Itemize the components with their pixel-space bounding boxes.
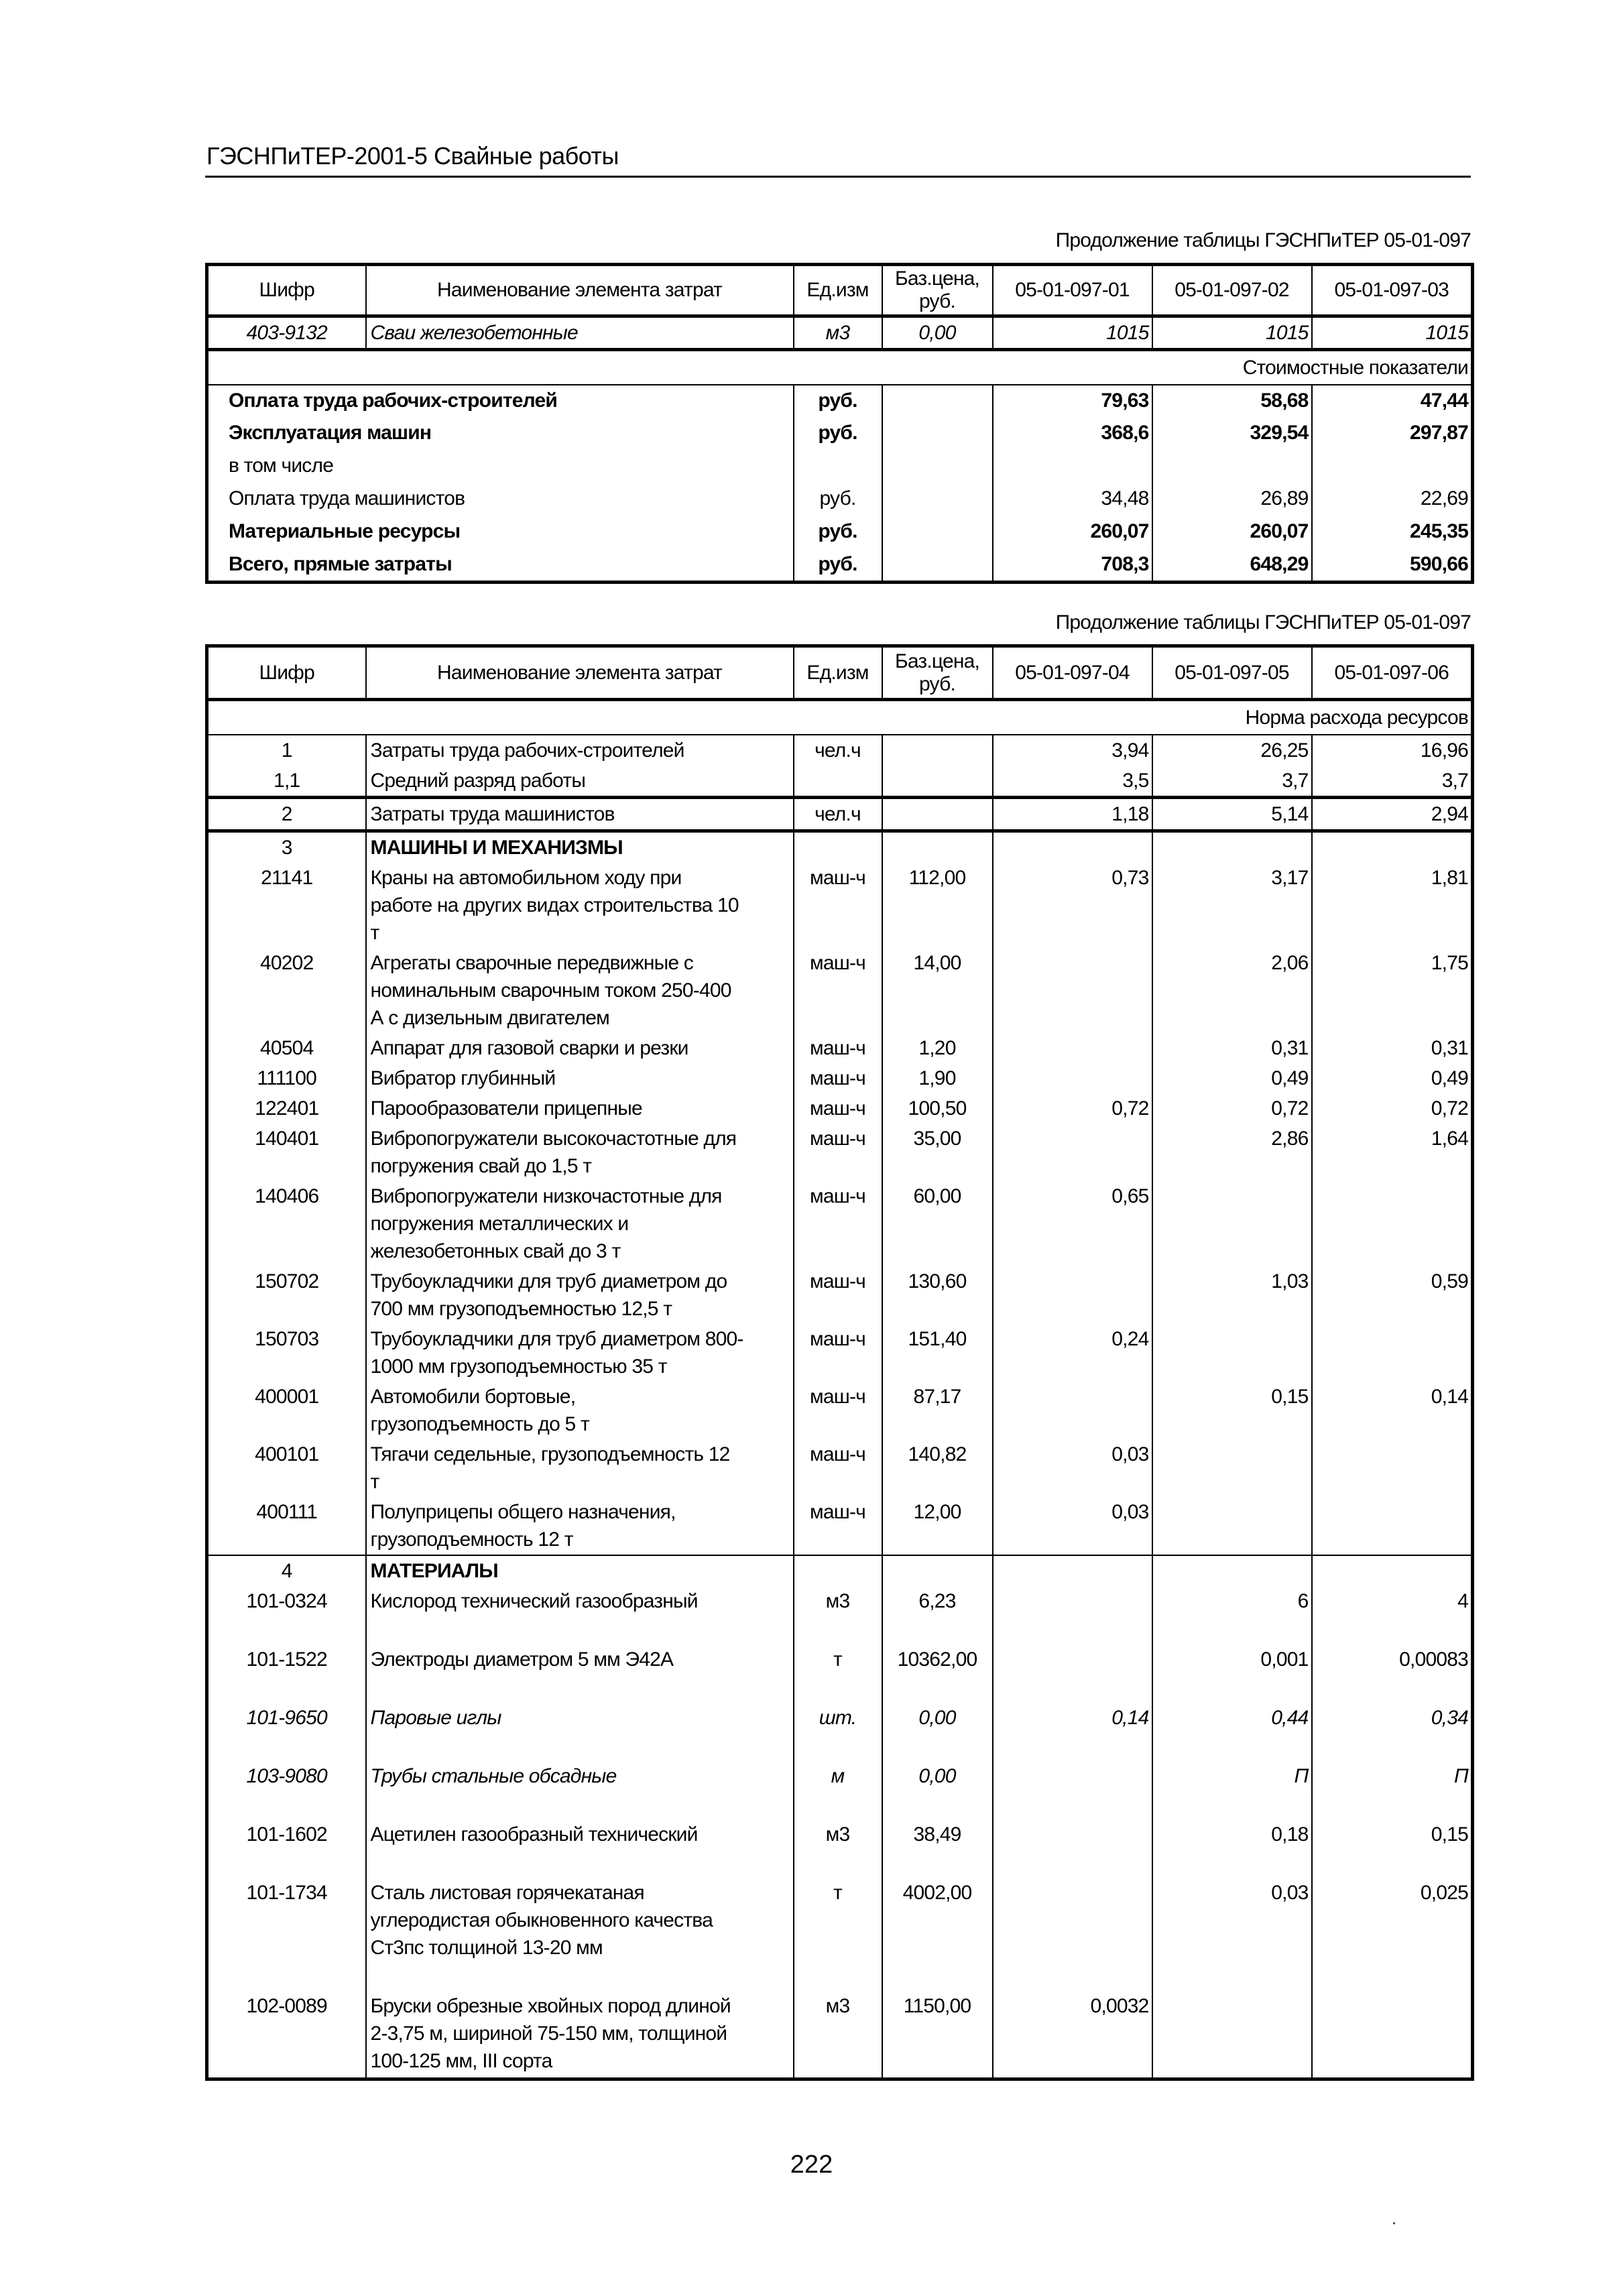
cell-value xyxy=(1312,450,1473,483)
cell-unit: руб. xyxy=(794,549,882,582)
cell-value xyxy=(1152,1497,1312,1555)
column-header-price: Баз.цена, руб. xyxy=(882,265,993,316)
cell-value xyxy=(1152,831,1312,863)
cell-unit: маш-ч xyxy=(794,1497,882,1555)
table-row xyxy=(207,948,1473,1033)
cell-price xyxy=(882,766,993,798)
cell-code: 2 xyxy=(207,798,366,831)
cell-unit: маш-ч xyxy=(794,1382,882,1439)
cell-unit: чел.ч xyxy=(794,735,882,766)
cell-price: 1,20 xyxy=(882,1033,993,1063)
cell-code: 103-9080 xyxy=(207,1761,366,1819)
column-header-col-2: 05-01-097-02 xyxy=(1152,265,1312,316)
cell-price xyxy=(882,450,993,483)
resource-norms-table xyxy=(205,644,1474,2081)
cell-value xyxy=(993,1124,1152,1181)
column-header-col-1: 05-01-097-01 xyxy=(993,265,1152,316)
cell-unit xyxy=(794,1555,882,1586)
cell-code: 150703 xyxy=(207,1324,366,1382)
cell-price: 0,00 xyxy=(882,1703,993,1761)
cell-name: Ацетилен газообразный технический xyxy=(366,1819,794,1878)
cell-price xyxy=(882,1555,993,1586)
cell-code: 400101 xyxy=(207,1439,366,1497)
table-row xyxy=(207,1382,1473,1439)
cell-value: 0,15 xyxy=(1312,1819,1473,1878)
column-header-col-2: 05-01-097-05 xyxy=(1152,646,1312,700)
cell-price: 0,00 xyxy=(882,316,993,350)
cell-value xyxy=(1152,1555,1312,1586)
cell-price: 12,00 xyxy=(882,1497,993,1555)
banner-label: Норма расхода ресурсов xyxy=(207,700,1473,735)
cell-value: 0,0032 xyxy=(993,1991,1152,2079)
cell-price xyxy=(882,483,993,516)
cell-code: 101-0324 xyxy=(207,1586,366,1644)
cell-price: 151,40 xyxy=(882,1324,993,1382)
cell-value: 0,00083 xyxy=(1312,1644,1473,1703)
cell-name: Электроды диаметром 5 мм Э42А xyxy=(366,1644,794,1703)
table-row xyxy=(207,549,1473,582)
cell-value: 2,06 xyxy=(1152,948,1312,1033)
cell-price: 6,23 xyxy=(882,1586,993,1644)
cell-price: 87,17 xyxy=(882,1382,993,1439)
cell-value xyxy=(1312,1555,1473,1586)
cell-value: 16,96 xyxy=(1312,735,1473,766)
column-header-unit: Ед.изм xyxy=(794,646,882,700)
section-banner xyxy=(207,700,1473,735)
cell-value: 260,07 xyxy=(993,516,1152,549)
cell-price xyxy=(882,385,993,418)
cell-value: 34,48 xyxy=(993,483,1152,516)
cell-value: 0,15 xyxy=(1152,1382,1312,1439)
cell-unit: маш-ч xyxy=(794,1266,882,1324)
cell-unit: т xyxy=(794,1878,882,1991)
cell-value: 0,14 xyxy=(993,1703,1152,1761)
cell-value: 297,87 xyxy=(1312,418,1473,450)
cell-price: 60,00 xyxy=(882,1181,993,1266)
table-row xyxy=(207,1991,1473,2079)
cell-price xyxy=(882,549,993,582)
cost-indicators-table xyxy=(205,263,1474,584)
cell-value: 1,81 xyxy=(1312,863,1473,948)
table-row xyxy=(207,418,1473,450)
cell-value: 0,59 xyxy=(1312,1266,1473,1324)
cell-value: 0,49 xyxy=(1312,1063,1473,1093)
cell-name: Бруски обрезные хвойных пород длиной 2-3,75 м, шириной 75-150 мм, толщиной 100-125 мм, III сорта xyxy=(366,1991,794,2079)
cell-value: 3,5 xyxy=(993,766,1152,798)
cell-code: 4 xyxy=(207,1555,366,1586)
cell-value: 0,49 xyxy=(1152,1063,1312,1093)
cell-value: 3,17 xyxy=(1152,863,1312,948)
cell-value xyxy=(993,1819,1152,1878)
table-header-row xyxy=(207,646,1473,700)
cell-code: 150702 xyxy=(207,1266,366,1324)
cell-name: Аппарат для газовой сварки и резки xyxy=(366,1033,794,1063)
cell-price: 10362,00 xyxy=(882,1644,993,1703)
scan-speck xyxy=(1393,2222,1395,2224)
cell-value: 3,7 xyxy=(1312,766,1473,798)
cell-code: 40504 xyxy=(207,1033,366,1063)
cell-value: 0,34 xyxy=(1312,1703,1473,1761)
table-row xyxy=(207,798,1473,831)
cell-price: 140,82 xyxy=(882,1439,993,1497)
cell-price: 100,50 xyxy=(882,1093,993,1124)
cell-unit: руб. xyxy=(794,516,882,549)
column-header-col-3: 05-01-097-06 xyxy=(1312,646,1473,700)
cell-code: 101-1522 xyxy=(207,1644,366,1703)
column-header-code: Шифр xyxy=(207,265,366,316)
cell-name: МАТЕРИАЛЫ xyxy=(366,1555,794,1586)
running-header: ГЭСНПиТЕР-2001-5 Свайные работы xyxy=(206,142,619,170)
cell-unit xyxy=(794,766,882,798)
cell-value xyxy=(993,1382,1152,1439)
column-header-unit: Ед.изм xyxy=(794,265,882,316)
cell-unit: м3 xyxy=(794,1819,882,1878)
table2-caption: Продолжение таблицы ГЭСНПиТЕР 05-01-097 xyxy=(1055,611,1471,633)
cell-value: 329,54 xyxy=(1152,418,1312,450)
cell-code: 101-1602 xyxy=(207,1819,366,1878)
table-row xyxy=(207,1124,1473,1181)
table-row xyxy=(207,1439,1473,1497)
page-number: 222 xyxy=(790,2151,833,2179)
table-row xyxy=(207,831,1473,863)
cell-value: 22,69 xyxy=(1312,483,1473,516)
cell-value: 245,35 xyxy=(1312,516,1473,549)
cell-name: Трубоукладчики для труб диаметром 800- 1000 мм грузоподъемностью 35 т xyxy=(366,1324,794,1382)
cell-price xyxy=(882,831,993,863)
cell-value: 58,68 xyxy=(1152,385,1312,418)
cell-unit xyxy=(794,450,882,483)
cell-value: 1015 xyxy=(993,316,1152,350)
cell-value xyxy=(1152,1324,1312,1382)
cell-name: Краны на автомобильном ходу при работе на других видах строительства 10 т xyxy=(366,863,794,948)
cell-value: 368,6 xyxy=(993,418,1152,450)
cell-value xyxy=(993,1266,1152,1324)
cell-value: 0,14 xyxy=(1312,1382,1473,1439)
cell-value: 1015 xyxy=(1152,316,1312,350)
column-header-name: Наименование элемента затрат xyxy=(366,646,794,700)
table-row xyxy=(207,450,1473,483)
column-header-col-3: 05-01-097-03 xyxy=(1312,265,1473,316)
cell-code: 40202 xyxy=(207,948,366,1033)
cell-price xyxy=(882,735,993,766)
cell-value xyxy=(1312,1497,1473,1555)
cell-unit: маш-ч xyxy=(794,1324,882,1382)
cell-name: МАШИНЫ И МЕХАНИЗМЫ xyxy=(366,831,794,863)
cell-unit: м3 xyxy=(794,1586,882,1644)
cell-name: Паровые иглы xyxy=(366,1703,794,1761)
cell-value xyxy=(993,1555,1152,1586)
cell-name: Автомобили бортовые, грузоподъемность до 5 т xyxy=(366,1382,794,1439)
table-row xyxy=(207,1878,1473,1991)
cell-price: 35,00 xyxy=(882,1124,993,1181)
table-row xyxy=(207,385,1473,418)
cell-code: 21141 xyxy=(207,863,366,948)
cell-value: 0,73 xyxy=(993,863,1152,948)
table-row xyxy=(207,1761,1473,1819)
table-row xyxy=(207,1266,1473,1324)
cell-name: Вибропогружатели низкочастотные для погружения металлических и железобетонных свай до 3 т xyxy=(366,1181,794,1266)
cell-code: 400111 xyxy=(207,1497,366,1555)
cell-value: 708,3 xyxy=(993,549,1152,582)
cell-unit: м3 xyxy=(794,1991,882,2079)
cell-value: 0,72 xyxy=(1152,1093,1312,1124)
cell-code: 101-1734 xyxy=(207,1878,366,1991)
cell-name: Вибропогружатели высокочастотные для погружения свай до 1,5 т xyxy=(366,1124,794,1181)
cell-unit: м xyxy=(794,1761,882,1819)
table-row xyxy=(207,863,1473,948)
cell-name: Трубоукладчики для труб диаметром до 700 мм грузоподъемностью 12,5 т xyxy=(366,1266,794,1324)
cell-value xyxy=(993,1586,1152,1644)
cell-value: 0,24 xyxy=(993,1324,1152,1382)
cell-price xyxy=(882,418,993,450)
cell-value: 47,44 xyxy=(1312,385,1473,418)
cell-code: 3 xyxy=(207,831,366,863)
table-row xyxy=(207,1033,1473,1063)
cell-price: 14,00 xyxy=(882,948,993,1033)
cell-value: 0,001 xyxy=(1152,1644,1312,1703)
cell-value xyxy=(993,1033,1152,1063)
cell-unit: руб. xyxy=(794,483,882,516)
cell-code: 403-9132 xyxy=(207,316,366,350)
cell-name: Вибратор глубинный xyxy=(366,1063,794,1093)
cell-price: 38,49 xyxy=(882,1819,993,1878)
cell-value xyxy=(1152,450,1312,483)
cell-unit: маш-ч xyxy=(794,863,882,948)
cell-price xyxy=(882,516,993,549)
table-row xyxy=(207,1181,1473,1266)
cell-value: 5,14 xyxy=(1152,798,1312,831)
cell-name: Затраты труда машинистов xyxy=(366,798,794,831)
cell-unit: маш-ч xyxy=(794,1093,882,1124)
cell-value: 0,31 xyxy=(1312,1033,1473,1063)
cell-code: 101-9650 xyxy=(207,1703,366,1761)
table-row xyxy=(207,316,1473,350)
cell-value: 590,66 xyxy=(1312,549,1473,582)
cell-name: Сталь листовая горячекатаная углеродистая обыкновенного качества Ст3пс толщиной 13-20 мм xyxy=(366,1878,794,1991)
cell-value: 0,03 xyxy=(993,1439,1152,1497)
cell-price: 112,00 xyxy=(882,863,993,948)
cell-value: 6 xyxy=(1152,1586,1312,1644)
cell-value: 1,18 xyxy=(993,798,1152,831)
table-row xyxy=(207,1324,1473,1382)
cell-value: 0,03 xyxy=(993,1497,1152,1555)
cell-name: Кислород технический газообразный xyxy=(366,1586,794,1644)
cell-unit xyxy=(794,831,882,863)
cell-name: Всего, прямые затраты xyxy=(207,549,794,582)
cell-value xyxy=(1312,1324,1473,1382)
cell-value: 1,75 xyxy=(1312,948,1473,1033)
cell-code: 102-0089 xyxy=(207,1991,366,2079)
cell-value xyxy=(993,831,1152,863)
cell-value: 260,07 xyxy=(1152,516,1312,549)
cell-price: 4002,00 xyxy=(882,1878,993,1991)
cell-value xyxy=(993,1063,1152,1093)
cell-value: 0,72 xyxy=(1312,1093,1473,1124)
cell-value: 0,03 xyxy=(1152,1878,1312,1991)
header-rule xyxy=(205,176,1471,178)
cell-value: 2,94 xyxy=(1312,798,1473,831)
cell-value: 3,7 xyxy=(1152,766,1312,798)
cell-unit: руб. xyxy=(794,385,882,418)
column-header-price: Баз.цена, руб. xyxy=(882,646,993,700)
cell-value: 0,44 xyxy=(1152,1703,1312,1761)
table-row xyxy=(207,483,1473,516)
cell-price: 1,90 xyxy=(882,1063,993,1093)
cell-value: 1,03 xyxy=(1152,1266,1312,1324)
table-row xyxy=(207,766,1473,798)
cell-value: 3,94 xyxy=(993,735,1152,766)
cell-value xyxy=(993,1761,1152,1819)
cell-name: Материальные ресурсы xyxy=(207,516,794,549)
cell-name: Агрегаты сварочные передвижные с номинальным сварочным током 250-400 А с дизельным двигателем xyxy=(366,948,794,1033)
cell-value xyxy=(1152,1439,1312,1497)
table-row xyxy=(207,1063,1473,1093)
cell-value: 0,18 xyxy=(1152,1819,1312,1878)
cell-code: 111100 xyxy=(207,1063,366,1093)
column-header-code: Шифр xyxy=(207,646,366,700)
cell-value: 1015 xyxy=(1312,316,1473,350)
cell-value: 1,64 xyxy=(1312,1124,1473,1181)
cell-unit: маш-ч xyxy=(794,1439,882,1497)
cell-code: 140401 xyxy=(207,1124,366,1181)
cell-value: 2,86 xyxy=(1152,1124,1312,1181)
column-header-col-1: 05-01-097-04 xyxy=(993,646,1152,700)
cell-value xyxy=(993,450,1152,483)
cell-price: 1150,00 xyxy=(882,1991,993,2079)
cell-value: 79,63 xyxy=(993,385,1152,418)
cell-price xyxy=(882,798,993,831)
cell-unit: маш-ч xyxy=(794,948,882,1033)
cell-unit: маш-ч xyxy=(794,1124,882,1181)
table-row xyxy=(207,1555,1473,1586)
cell-value: П xyxy=(1312,1761,1473,1819)
cell-price: 130,60 xyxy=(882,1266,993,1324)
cell-name: Эксплуатация машин xyxy=(207,418,794,450)
table-row xyxy=(207,1497,1473,1555)
table-row xyxy=(207,1819,1473,1878)
cell-name: Сваи железобетонные xyxy=(366,316,794,350)
cell-name: Полуприцепы общего назначения, грузоподъемность 12 т xyxy=(366,1497,794,1555)
cell-unit: шт. xyxy=(794,1703,882,1761)
cell-value xyxy=(1312,1439,1473,1497)
cell-name: Тягачи седельные, грузоподъемность 12 т xyxy=(366,1439,794,1497)
cell-value: 26,25 xyxy=(1152,735,1312,766)
cell-code: 140406 xyxy=(207,1181,366,1266)
cell-value: 26,89 xyxy=(1152,483,1312,516)
cell-name: Оплата труда рабочих-строителей xyxy=(207,385,794,418)
section-banner xyxy=(207,350,1473,385)
cell-unit: руб. xyxy=(794,418,882,450)
cell-value xyxy=(993,1644,1152,1703)
table-row xyxy=(207,516,1473,549)
cell-price: 0,00 xyxy=(882,1761,993,1819)
cell-name: Средний разряд работы xyxy=(366,766,794,798)
cell-value xyxy=(1312,1991,1473,2079)
table-row xyxy=(207,1644,1473,1703)
cell-value: 0,65 xyxy=(993,1181,1152,1266)
table-row xyxy=(207,735,1473,766)
cell-unit: м3 xyxy=(794,316,882,350)
cell-name: Оплата труда машинистов xyxy=(207,483,794,516)
cell-value: 4 xyxy=(1312,1586,1473,1644)
cell-name: Парообразователи прицепные xyxy=(366,1093,794,1124)
cell-code: 122401 xyxy=(207,1093,366,1124)
cell-value: 0,31 xyxy=(1152,1033,1312,1063)
table-row xyxy=(207,1703,1473,1761)
cell-value: 648,29 xyxy=(1152,549,1312,582)
banner-label: Стоимостные показатели xyxy=(207,350,1473,385)
cell-unit: чел.ч xyxy=(794,798,882,831)
cell-value xyxy=(1312,1181,1473,1266)
cell-value xyxy=(993,1878,1152,1991)
cell-code: 400001 xyxy=(207,1382,366,1439)
cell-value: 0,72 xyxy=(993,1093,1152,1124)
cell-unit: маш-ч xyxy=(794,1033,882,1063)
cell-value xyxy=(1152,1991,1312,2079)
cell-unit: маш-ч xyxy=(794,1181,882,1266)
cell-value: П xyxy=(1152,1761,1312,1819)
cell-name: в том числе xyxy=(207,450,794,483)
table1-caption: Продолжение таблицы ГЭСНПиТЕР 05-01-097 xyxy=(1055,229,1471,251)
table-row xyxy=(207,1093,1473,1124)
cell-name: Затраты труда рабочих-строителей xyxy=(366,735,794,766)
cell-code: 1,1 xyxy=(207,766,366,798)
cell-unit: маш-ч xyxy=(794,1063,882,1093)
table-row xyxy=(207,1586,1473,1644)
cell-code: 1 xyxy=(207,735,366,766)
table-header-row xyxy=(207,265,1473,316)
cell-unit: т xyxy=(794,1644,882,1703)
cell-value xyxy=(993,948,1152,1033)
column-header-name: Наименование элемента затрат xyxy=(366,265,794,316)
cell-name: Трубы стальные обсадные xyxy=(366,1761,794,1819)
cell-value xyxy=(1152,1181,1312,1266)
cell-value: 0,025 xyxy=(1312,1878,1473,1991)
cell-value xyxy=(1312,831,1473,863)
